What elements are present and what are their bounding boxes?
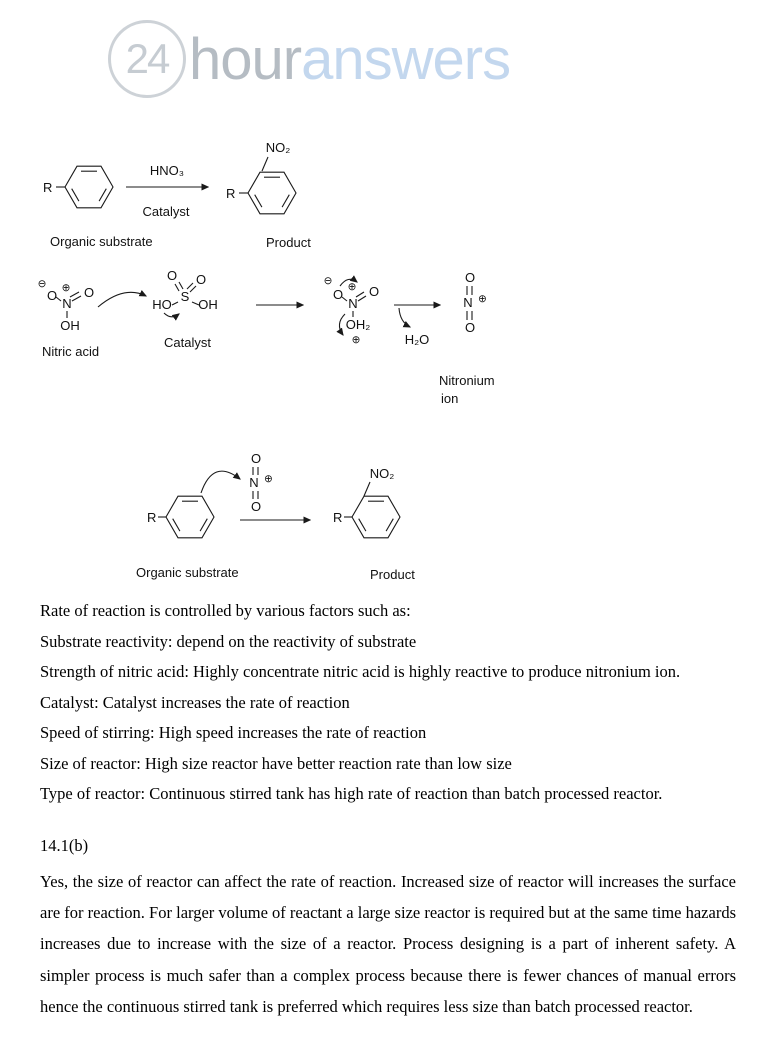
catalyst-caption: Catalyst xyxy=(164,335,211,350)
double-bond xyxy=(99,189,106,201)
benzene-ring xyxy=(166,496,214,538)
factor-line: Size of reactor: High size reactor have better reaction rate than low size xyxy=(40,753,512,773)
double-bond xyxy=(282,195,289,207)
oxygen-atom: O xyxy=(83,285,95,300)
no2-label: NO₂ xyxy=(369,466,395,481)
water-label: H₂O xyxy=(404,332,430,347)
answer-paragraph: Yes, the size of reactor can affect the rate of reaction. Increased size of reactor will increases the surface are for reaction. For larger volume of reactant a large size reactor is required but at the same time hazards increases due to increase with the size of a reactor. Process designing is a part of inherent safety. A simpler process is much safer than a complex process because there is fewer chances of manual errors hence the continuous stirred tank is preferred which requires less size than batch processed reactor. xyxy=(40,872,736,1016)
oxygen-atom: O xyxy=(46,288,58,303)
oxygen-atom: O xyxy=(464,270,476,285)
oxygen-atom: O xyxy=(250,451,262,466)
substrate-caption: Organic substrate xyxy=(136,565,239,580)
factor-line: Strength of nitric acid: Highly concentrate nitric acid is highly reactive to produce nitronium ion. xyxy=(40,662,681,681)
minus-charge: ⊖ xyxy=(37,278,47,290)
nitrogen-atom: N xyxy=(463,295,473,310)
bond xyxy=(172,302,178,305)
plus-charge: ⊕ xyxy=(264,473,273,485)
curved-arrow xyxy=(201,471,240,493)
logo-word-answers: answers xyxy=(301,26,511,92)
sulfur-atom: S xyxy=(180,289,190,304)
no2-label: NO₂ xyxy=(265,140,291,155)
logo-word-hour: hour xyxy=(189,26,302,92)
benzene-ring xyxy=(352,496,400,538)
factor-line: Type of reactor: Continuous stirred tank has high rate of reaction than batch processed reactor. xyxy=(40,784,663,803)
curved-arrow xyxy=(399,308,410,327)
no2-bond xyxy=(364,482,370,496)
double-bond xyxy=(190,286,196,292)
curved-arrow xyxy=(164,313,179,317)
benzene-ring xyxy=(248,172,296,214)
plus-charge: ⊕ xyxy=(478,293,487,305)
reagent-label: HNO₃ xyxy=(149,163,185,178)
nitrogen-atom: N xyxy=(348,296,358,311)
double-bond xyxy=(386,519,393,531)
oh2-label: OH₂ xyxy=(345,317,371,332)
double-bond xyxy=(179,282,183,289)
double-bond xyxy=(72,296,81,301)
scheme2-nitronium-formation xyxy=(38,268,495,406)
product-caption: Product xyxy=(370,567,415,582)
oxygen-atom: O xyxy=(166,268,178,283)
factor-line: Speed of stirring: High speed increases the rate of reaction xyxy=(40,723,427,742)
hydroxyl-label: OH xyxy=(198,297,218,312)
oxygen-atom: O xyxy=(195,272,207,287)
hydroxyl-label: OH xyxy=(60,318,80,333)
no2-bond xyxy=(262,157,268,171)
scheme1-nitration-overview xyxy=(43,140,311,250)
factor-line: Catalyst: Catalyst increases the rate of reaction xyxy=(40,692,350,712)
curved-arrow xyxy=(339,314,345,335)
plus-charge: ⊕ xyxy=(61,282,71,294)
section-heading: 14.1(b) xyxy=(40,836,89,855)
double-bond xyxy=(359,519,366,531)
r-group-label: R xyxy=(226,186,236,201)
plus-charge: ⊕ xyxy=(351,334,361,346)
nitric-acid-caption: Nitric acid xyxy=(42,344,100,359)
double-bond xyxy=(358,296,366,301)
rate-factors-list xyxy=(40,596,736,810)
double-bond xyxy=(187,283,193,289)
double-bond xyxy=(255,195,262,207)
oxygen-atom: O xyxy=(464,320,476,335)
nitronium-caption-line2: ion xyxy=(441,391,459,406)
double-bond xyxy=(72,189,79,201)
plus-charge: ⊕ xyxy=(347,281,357,293)
scheme3-electrophilic-attack xyxy=(136,451,415,582)
double-bond xyxy=(175,284,179,291)
oxygen-atom: O xyxy=(368,284,380,299)
benzene-ring xyxy=(65,166,113,208)
nitrogen-atom: N xyxy=(249,475,259,490)
oxygen-atom: O xyxy=(250,499,262,514)
nitronium-caption-line1: Nitronium xyxy=(439,373,495,388)
double-bond xyxy=(356,292,364,297)
oxygen-atom: O xyxy=(332,287,344,302)
curved-arrow xyxy=(98,292,146,307)
logo-24-badge: 24 xyxy=(108,20,186,98)
r-group-label: R xyxy=(43,180,53,195)
condition-label: Catalyst xyxy=(142,204,190,219)
double-bond xyxy=(200,519,207,531)
product-caption: Product xyxy=(266,235,311,250)
double-bond xyxy=(70,292,79,297)
hydroxyl-label: HO xyxy=(152,297,172,312)
r-group-label: R xyxy=(333,510,343,525)
minus-charge: ⊖ xyxy=(323,275,333,287)
nitrogen-atom: N xyxy=(62,296,72,311)
factor-line: Substrate reactivity: depend on the reactivity of substrate xyxy=(40,631,417,651)
factor-line: Rate of reaction is controlled by various factors such as: xyxy=(40,601,411,620)
substrate-caption: Organic substrate xyxy=(50,234,153,249)
double-bond xyxy=(173,519,180,531)
r-group-label: R xyxy=(147,510,157,525)
